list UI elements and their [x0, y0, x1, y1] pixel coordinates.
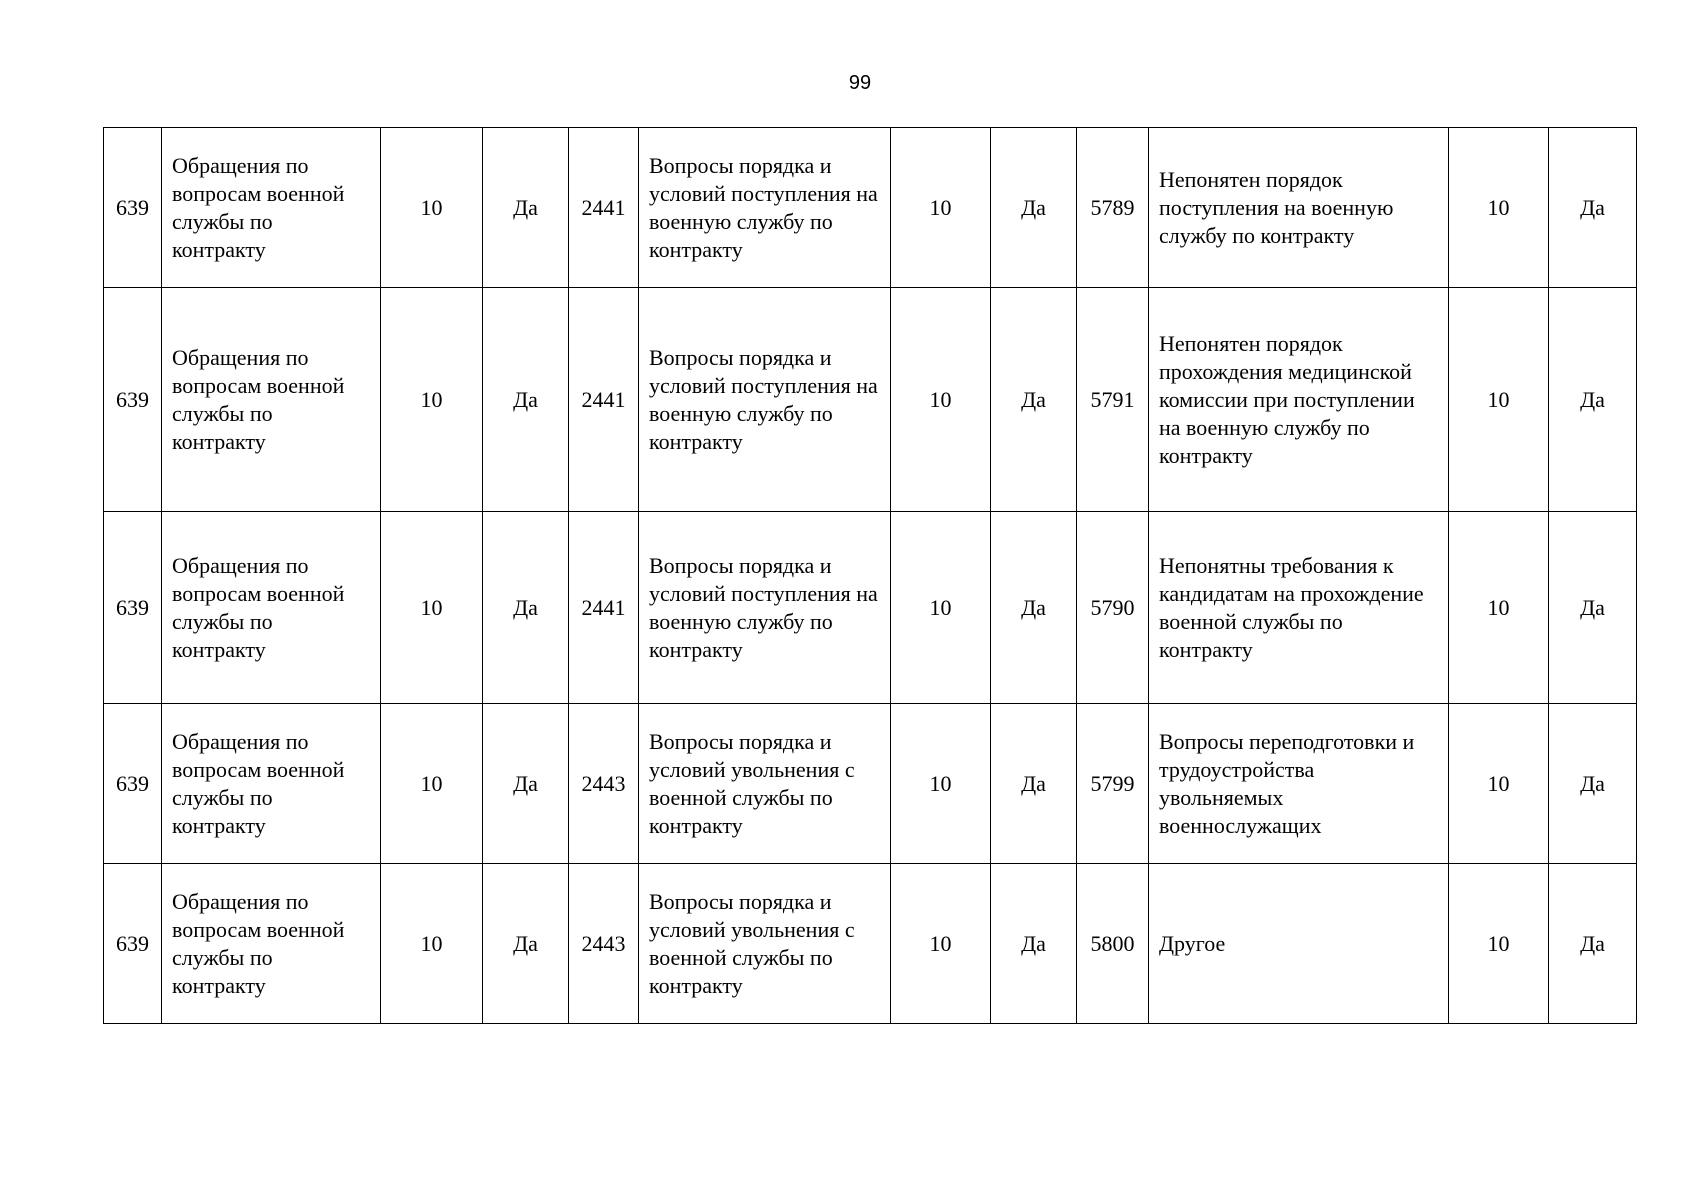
topic-name-cell: Обращения по вопросам военной службы по контракту: [162, 288, 381, 512]
question-days-cell: 10: [891, 704, 991, 864]
question-days-cell: 10: [891, 128, 991, 288]
topic-flag-cell: Да: [483, 512, 569, 704]
question-name-cell: Вопросы порядка и условий увольнения с военной службы по контракту: [639, 704, 891, 864]
table-row: [104, 128, 1637, 288]
question-name-cell: Вопросы порядка и условий поступления на военную службу по контракту: [639, 128, 891, 288]
topic-code-cell: 639: [104, 864, 162, 1024]
topic-flag-cell: Да: [483, 128, 569, 288]
question-name-cell: Вопросы порядка и условий поступления на военную службу по контракту: [639, 512, 891, 704]
subquestion-flag-cell: Да: [1549, 864, 1637, 1024]
question-flag-cell: Да: [991, 864, 1077, 1024]
subquestion-days-cell: 10: [1449, 704, 1549, 864]
question-name-cell: Вопросы порядка и условий увольнения с военной службы по контракту: [639, 864, 891, 1024]
topic-code-cell: 639: [104, 704, 162, 864]
topic-code-cell: 639: [104, 512, 162, 704]
topic-code-cell: 639: [104, 128, 162, 288]
topic-days-cell: 10: [381, 864, 483, 1024]
question-days-cell: 10: [891, 512, 991, 704]
topic-name-cell: Обращения по вопросам военной службы по контракту: [162, 512, 381, 704]
subquestion-code-cell: 5790: [1077, 512, 1149, 704]
question-code-cell: 2441: [569, 128, 639, 288]
question-days-cell: 10: [891, 288, 991, 512]
subquestion-name-cell: Непонятны требования к кандидатам на прохождение военной службы по контракту: [1149, 512, 1449, 704]
table-row: [104, 512, 1637, 704]
subquestion-code-cell: 5789: [1077, 128, 1149, 288]
subquestion-name-cell: Другое: [1149, 864, 1449, 1024]
question-days-cell: 10: [891, 864, 991, 1024]
question-code-cell: 2441: [569, 512, 639, 704]
classification-table: [103, 127, 1637, 1024]
subquestion-code-cell: 5799: [1077, 704, 1149, 864]
table-row: [104, 704, 1637, 864]
subquestion-days-cell: 10: [1449, 512, 1549, 704]
question-flag-cell: Да: [991, 128, 1077, 288]
subquestion-name-cell: Непонятен порядок поступления на военную службу по контракту: [1149, 128, 1449, 288]
question-code-cell: 2441: [569, 288, 639, 512]
question-code-cell: 2443: [569, 864, 639, 1024]
question-code-cell: 2443: [569, 704, 639, 864]
subquestion-name-cell: Вопросы переподготовки и трудоустройства увольняемых военнослужащих: [1149, 704, 1449, 864]
question-flag-cell: Да: [991, 512, 1077, 704]
subquestion-flag-cell: Да: [1549, 128, 1637, 288]
topic-code-cell: 639: [104, 288, 162, 512]
topic-days-cell: 10: [381, 704, 483, 864]
question-name-cell: Вопросы порядка и условий поступления на военную службу по контракту: [639, 288, 891, 512]
topic-days-cell: 10: [381, 512, 483, 704]
topic-flag-cell: Да: [483, 288, 569, 512]
table-row: [104, 288, 1637, 512]
topic-days-cell: 10: [381, 128, 483, 288]
subquestion-days-cell: 10: [1449, 864, 1549, 1024]
subquestion-code-cell: 5791: [1077, 288, 1149, 512]
subquestion-flag-cell: Да: [1549, 512, 1637, 704]
question-flag-cell: Да: [991, 704, 1077, 864]
subquestion-code-cell: 5800: [1077, 864, 1149, 1024]
subquestion-name-cell: Непонятен порядок прохождения медицинской комиссии при поступлении на военную службу по контракту: [1149, 288, 1449, 512]
topic-flag-cell: Да: [483, 704, 569, 864]
topic-name-cell: Обращения по вопросам военной службы по контракту: [162, 128, 381, 288]
table-row: [104, 864, 1637, 1024]
topic-days-cell: 10: [381, 288, 483, 512]
topic-name-cell: Обращения по вопросам военной службы по контракту: [162, 864, 381, 1024]
question-flag-cell: Да: [991, 288, 1077, 512]
topic-flag-cell: Да: [483, 864, 569, 1024]
subquestion-days-cell: 10: [1449, 288, 1549, 512]
subquestion-days-cell: 10: [1449, 128, 1549, 288]
subquestion-flag-cell: Да: [1549, 288, 1637, 512]
subquestion-flag-cell: Да: [1549, 704, 1637, 864]
topic-name-cell: Обращения по вопросам военной службы по контракту: [162, 704, 381, 864]
page-number: 99: [848, 72, 872, 94]
